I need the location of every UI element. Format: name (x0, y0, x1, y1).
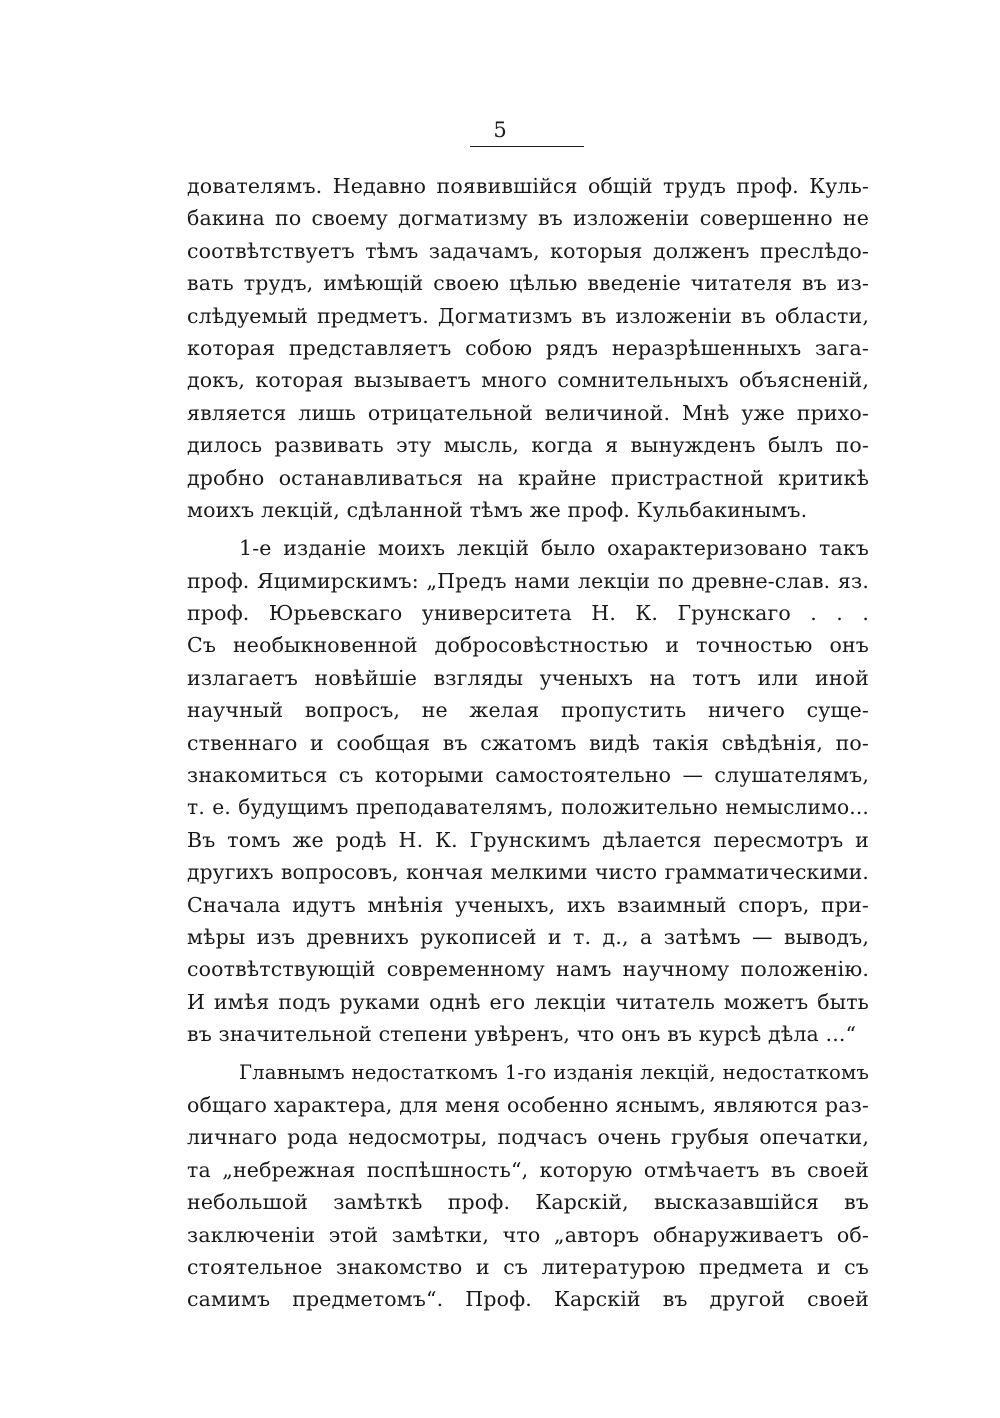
text-line: самимъ предметомъ“. Проф. Карскій въ другой своей (187, 1287, 869, 1312)
text-line: И имѣя подъ руками однѣ его лекціи читатель можетъ быть (187, 989, 869, 1014)
text-line: знакомиться съ которыми самостоятельно — слушателямъ, (187, 763, 869, 788)
text-line: та „небрежная поспѣшность“, которую отмѣчаетъ въ своей (187, 1157, 869, 1182)
text-line: мѣры изъ древнихъ рукописей и т. д., а затѣмъ — выводъ, (187, 924, 869, 949)
text-line: слѣдуемый предметъ. Догматизмъ въ изложеніи въ области, (187, 303, 869, 328)
text-line: является лишь отрицательной величиной. Мнѣ уже прихо- (187, 400, 869, 425)
page-header (0, 118, 1000, 142)
text-line: въ значительной степени увѣренъ, что онъ въ курсѣ дѣла ...“ (187, 1022, 857, 1047)
text-line: Главнымъ недостаткомъ 1-го изданія лекцій, недостаткомъ (239, 1060, 869, 1084)
text-line: другихъ вопросовъ, кончая мелкими чисто грамматическими. (187, 860, 869, 885)
text-line: моихъ лекцій, сдѣланной тѣмъ же проф. Кульбакинымъ. (187, 497, 808, 522)
header-rule (470, 146, 584, 147)
text-line: излагаетъ новѣйшіе взгляды ученыхъ на тотъ или иной (187, 665, 869, 690)
text-line: бакина по своему догматизму въ изложеніи совершенно не (187, 206, 869, 231)
text-line: дователямъ. Недавно появившійся общій трудъ проф. Куль- (187, 174, 869, 198)
text-line: 1-е изданіе моихъ лекцій было охарактеризовано такъ (239, 536, 869, 561)
text-line: которая представляетъ собою рядъ неразрѣшенныхъ зага- (187, 335, 869, 360)
text-line: т. е. будущимъ преподавателямъ, положительно немыслимо... (187, 795, 869, 820)
text-line: Съ необыкновенной добросовѣстностью и точностью онъ (187, 633, 869, 658)
text-line: Сначала идутъ мнѣнія ученыхъ, ихъ взаимный споръ, при- (187, 892, 869, 917)
text-line: небольшой замѣткѣ проф. Карскій, высказавшійся въ (187, 1190, 869, 1215)
text-line: докъ, которая вызываетъ много сомнительныхъ объясненій, (187, 368, 869, 393)
text-line: Въ томъ же родѣ Н. К. Грунскимъ дѣлается пересмотръ и (187, 827, 869, 852)
text-line: проф. Яцимирскимъ: „Предъ нами лекціи по древне-слав. яз. (187, 568, 869, 593)
text-line: дробно останавливаться на крайне пристрастной критикѣ (187, 465, 869, 490)
body-text (187, 170, 869, 1316)
page-number: 5 (493, 118, 507, 142)
text-line: дилось развивать эту мысль, когда я вынужденъ былъ по- (187, 433, 869, 458)
text-line: личнаго рода недосмотры, подчасъ очень грубыя опечатки, (187, 1125, 869, 1150)
text-line: соотвѣтствуетъ тѣмъ задачамъ, которыя долженъ преслѣдо- (187, 238, 869, 263)
text-line: вать трудъ, имѣющій своею цѣлью введеніе читателя въ из- (187, 271, 869, 296)
paragraph-1 (187, 170, 869, 526)
text-line: соотвѣтствующій современному намъ научному положенію. (187, 957, 869, 982)
text-line: ственнаго и сообщая въ сжатомъ видѣ такія свѣдѣнія, по- (187, 730, 869, 755)
text-line: общаго характера, для меня особенно яснымъ, являются раз- (187, 1092, 869, 1117)
text-line: проф. Юрьевскаго университета Н. К. Грунскаго . . . (187, 601, 869, 626)
paragraph-3 (187, 1057, 869, 1316)
text-line: научный вопросъ, не желая пропустить ничего суще- (187, 698, 869, 723)
text-line: стоятельное знакомство и съ литературою предмета и съ (187, 1254, 869, 1279)
text-line: заключеніи этой замѣтки, что „авторъ обнаруживаетъ об- (187, 1222, 869, 1247)
paragraph-2 (187, 532, 869, 1050)
